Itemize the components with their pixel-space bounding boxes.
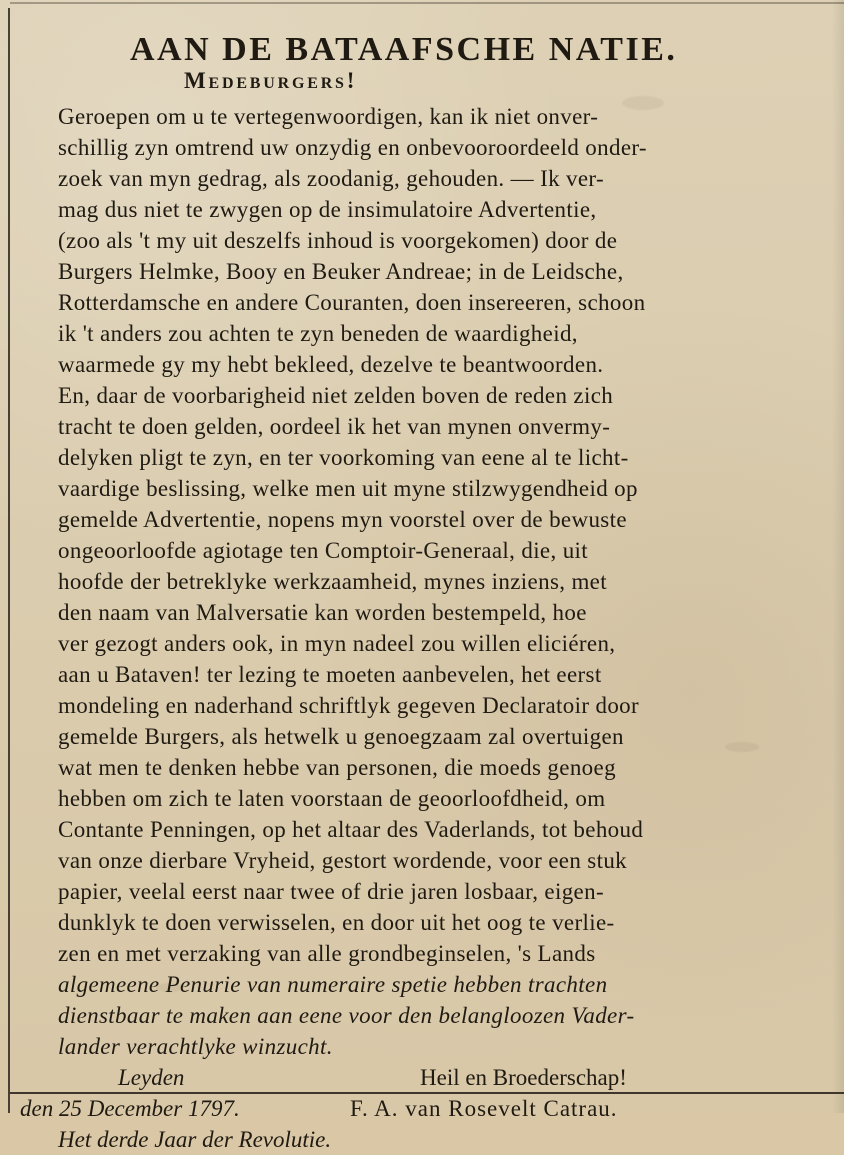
article-line: dunklyk te doen verwisselen, en door uit het oog te verlie- bbox=[58, 910, 615, 935]
bottom-border-line bbox=[10, 1092, 844, 1094]
signature-revolution: Het derde Jaar der Revolutie. bbox=[58, 1127, 332, 1152]
article-line: Geroepen om u te vertegenwoordigen, kan ik niet onver- bbox=[58, 104, 599, 129]
article-line: mag dus niet te zwygen op de insimulatoire Advertentie, bbox=[58, 197, 597, 222]
article-line: hebben om zich te laten voorstaan de geoorloofdheid, om bbox=[58, 786, 606, 811]
article-line: den naam van Malversatie kan worden bestempeld, hoe bbox=[58, 600, 587, 625]
article-line: wat men te denken hebbe van personen, die moeds genoeg bbox=[58, 755, 616, 780]
article-line: vaardige beslissing, welke men uit myne stilzwygendheid op bbox=[58, 476, 638, 501]
article-salutation: Medeburgers! bbox=[184, 68, 358, 93]
article-line: tracht te doen gelden, oordeel ik het van mynen onvermy- bbox=[58, 414, 611, 439]
article-line: papier, veelal eerst naar twee of drie jaren losbaar, eigen- bbox=[58, 879, 604, 904]
signature-date: den 25 December 1797. bbox=[20, 1096, 240, 1121]
signature-row bbox=[58, 1062, 828, 1093]
article-content bbox=[20, 31, 828, 1155]
page-edge-shadow bbox=[832, 0, 844, 1113]
article-line: ik 't anders zou achten te zyn beneden de waardigheid, bbox=[58, 321, 578, 346]
article-line: ongeoorloofde agiotage ten Comptoir-Generaal, die, uit bbox=[58, 538, 589, 563]
article-line: mondeling en naderhand schriftlyk gegeven Declaratoir door bbox=[58, 693, 640, 718]
signature-date-row bbox=[20, 1093, 828, 1124]
article-line: waarmede gy my hebt bekleed, dezelve te beantwoorden. bbox=[58, 352, 604, 377]
article-line: gemelde Advertentie, nopens myn voorstel over de bewuste bbox=[58, 507, 627, 532]
signature-name: F. A. van Rosevelt Catrau. bbox=[350, 1096, 618, 1121]
article-line: aan u Bataven! ter lezing te moeten aanbevelen, het eerst bbox=[58, 662, 602, 687]
article-body bbox=[58, 101, 828, 1062]
article-line: zoek van myn gedrag, als zoodanig, gehouden. — Ik ver- bbox=[58, 166, 604, 191]
article-line: Rotterdamsche en andere Couranten, doen insereeren, schoon bbox=[58, 290, 646, 315]
signature-place: Leyden bbox=[118, 1065, 185, 1090]
article-line: En, daar de voorbarigheid niet zelden boven de reden zich bbox=[58, 383, 614, 408]
article-line: dienstbaar te maken aan eene voor den belangloozen Vader- bbox=[58, 1003, 635, 1028]
top-border-line bbox=[10, 2, 844, 4]
article-line: Burgers Helmke, Booy en Beuker Andreae; in de Leidsche, bbox=[58, 259, 624, 284]
article-line: gemelde Burgers, als hetwelk u genoegzaam zal overtuigen bbox=[58, 724, 624, 749]
article-line: zen en met verzaking van alle grondbeginselen, 's Lands bbox=[58, 941, 596, 966]
article-line: lander verachtlyke winzucht. bbox=[58, 1034, 333, 1059]
article-line: schillig zyn omtrend uw onzydig en onbevooroordeeld onder- bbox=[58, 135, 647, 160]
article-line: Contante Penningen, op het altaar des Vaderlands, tot behoud bbox=[58, 817, 644, 842]
signature-greeting: Heil en Broederschap! bbox=[420, 1065, 627, 1090]
article-line: algemeene Penurie van numeraire spetie hebben trachten bbox=[58, 972, 608, 997]
article-title: AAN DE BATAAFSCHE NATIE. bbox=[130, 31, 678, 68]
left-column-rule bbox=[8, 8, 10, 1113]
article-line: hoofde der betreklyke werkzaamheid, mynes inziens, met bbox=[58, 569, 607, 594]
article-line: ver gezogt anders ook, in myn nadeel zou willen eliciéren, bbox=[58, 631, 616, 656]
article-line: delyken pligt te zyn, en ter voorkoming van eene al te licht- bbox=[58, 445, 629, 470]
article-line: (zoo als 't my uit deszelfs inhoud is voorgekomen) door de bbox=[58, 228, 618, 253]
article-line: van onze dierbare Vryheid, gestort wordende, voor een stuk bbox=[58, 848, 628, 873]
